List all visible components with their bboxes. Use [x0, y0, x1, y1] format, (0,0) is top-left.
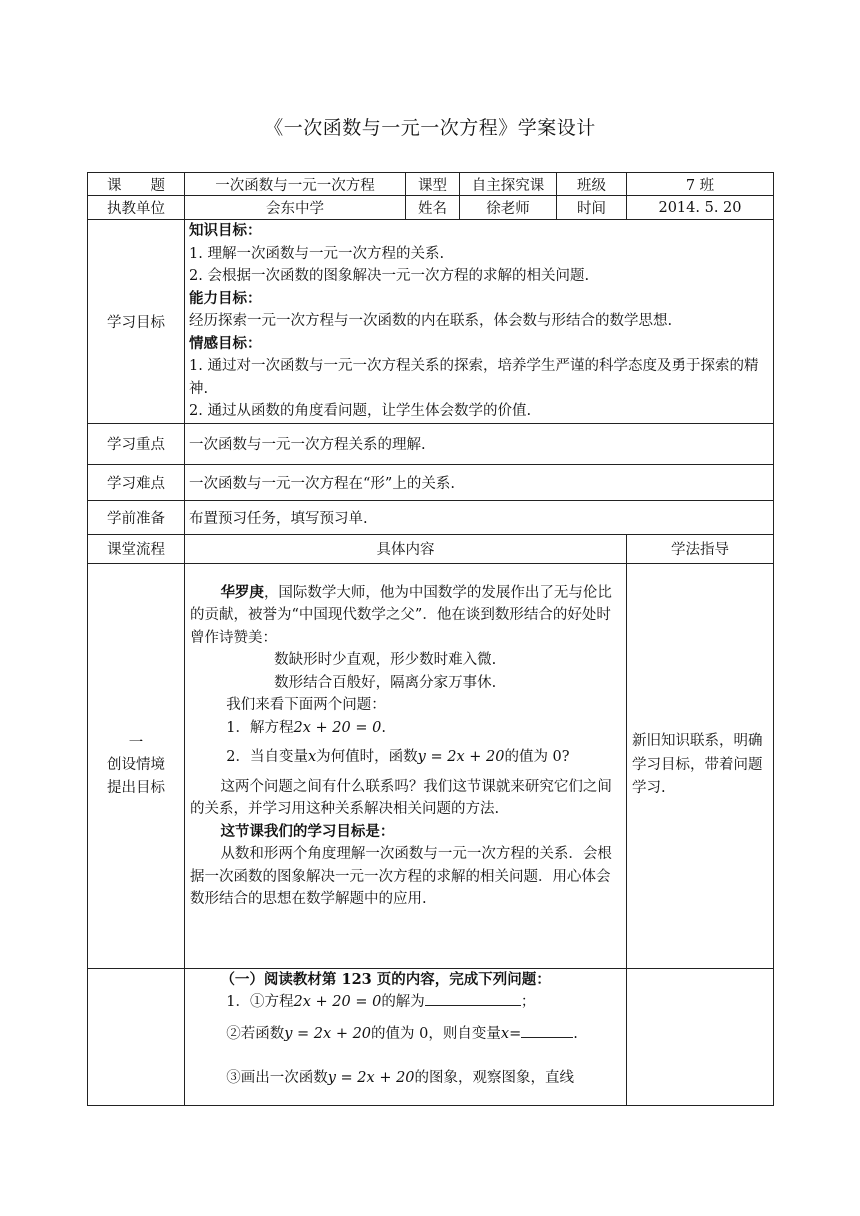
section1-guide: 新旧知识联系，明确学习目标，带着问题学习. — [627, 563, 774, 968]
ability-heading: 能力目标： — [189, 289, 262, 307]
lead-text: 我们来看下面两个问题： — [226, 697, 386, 713]
poem-line-1: 数缺形时少直观，形少数时难入微. — [274, 652, 497, 668]
key-point-row — [88, 423, 774, 464]
value-class: 7 班 — [627, 173, 774, 196]
q1-equation: 2x + 20 = 0 — [293, 719, 382, 736]
section2-guide — [627, 968, 774, 1105]
difficulty-row — [88, 464, 774, 500]
knowledge-item-1: 1. 理解一次函数与一元一次方程的关系. — [189, 245, 445, 262]
section2-row — [88, 968, 774, 1105]
key-point-label: 学习重点 — [88, 423, 185, 464]
question-1: 1．解方程2x + 20 = 0. — [226, 719, 386, 736]
knowledge-item-2: 2. 会根据一次函数的图象解决一元一次方程的求解的相关问题. — [189, 268, 590, 284]
section2-item-1: 1．①方程2x + 20 = 0的解为 ； — [190, 991, 618, 1014]
q2-function: y = 2x + 20 — [417, 749, 505, 765]
emotion-heading: 情感目标： — [189, 334, 262, 352]
flow-header-stage: 课堂流程 — [88, 534, 185, 563]
section1-content — [185, 563, 627, 968]
label-type: 课型 — [406, 173, 460, 196]
intro-paragraph — [190, 582, 618, 650]
preparation-text: 布置预习任务，填写预习单. — [185, 500, 774, 534]
value-date: 2014. 5. 20 — [627, 196, 774, 220]
label-date: 时间 — [557, 196, 627, 220]
knowledge-heading: 知识目标： — [189, 222, 262, 239]
preparation-row — [88, 500, 774, 534]
poem-line-2: 数形结合百般好，隔离分家万事休. — [274, 674, 497, 691]
flow-header-guide: 学法指导 — [627, 534, 774, 563]
label-class: 班级 — [557, 173, 627, 196]
section2-item-3: ③画出一次函数y = 2x + 20的图象，观察图象，直线 — [226, 1070, 575, 1086]
emotion-item-2: 2. 通过从函数的角度看问题，让学生体会数学的价值. — [189, 403, 532, 419]
difficulty-text: 一次函数与一元一次方程在“形”上的关系. — [185, 464, 774, 500]
goal-text: 从数和形两个角度理解一次函数与一元一次方程的关系．会根据一次函数的图象解决一元一次方程的求解的相关问题．用心体会数形结合的思想在数学解题中的应用. — [190, 846, 612, 907]
label-name: 姓名 — [406, 196, 460, 220]
answer-blank-1[interactable] — [425, 991, 521, 1006]
info-row-2 — [88, 196, 774, 220]
lesson-plan-table — [87, 172, 774, 1106]
section1-title-line1: 创设情境 — [107, 757, 165, 774]
flow-header-content: 具体内容 — [185, 534, 627, 563]
section2-content — [185, 968, 627, 1105]
section2-item-2: ②若函数y = 2x + 20的值为 0，则自变量x= . — [190, 1023, 618, 1046]
objectives-row — [88, 220, 774, 424]
goal-heading: 这节课我们的学习目标是： — [220, 822, 395, 840]
question-2: 2．当自变量x为何值时，函数y = 2x + 20的值为 0? — [226, 749, 570, 765]
intro-name: 华罗庚 — [220, 583, 264, 601]
objectives-content — [185, 220, 774, 424]
page-title: 《一次函数与一元一次方程》学案设计 — [264, 117, 596, 139]
flow-header-row — [88, 534, 774, 563]
section2-label — [88, 968, 185, 1105]
connection-paragraph: 这两个问题之间有什么联系吗？我们这节课就来研究它们之间的关系，并学习用这种关系解决相关问题的方法. — [190, 778, 612, 817]
value-school: 会东中学 — [185, 196, 406, 220]
value-type: 自主探究课 — [460, 173, 557, 196]
answer-blank-2[interactable] — [521, 1023, 573, 1038]
section1-number: 一 — [128, 734, 144, 751]
label-topic: 课 题 — [88, 173, 185, 196]
section2-heading: （一）阅读教材第 123 页的内容，完成下列问题： — [220, 970, 551, 988]
section1-title-line2: 提出目标 — [107, 779, 165, 796]
label-school: 执教单位 — [88, 196, 185, 220]
value-topic: 一次函数与一元一次方程 — [185, 173, 406, 196]
value-name: 徐老师 — [460, 196, 557, 220]
info-row-1 — [88, 173, 774, 196]
section1-label — [88, 563, 185, 968]
key-point-text: 一次函数与一元一次方程关系的理解. — [185, 423, 774, 464]
objectives-label: 学习目标 — [88, 220, 185, 424]
intro-text: ，国际数学大师，他为中国数学的发展作出了无与伦比的贡献，被誉为“中国现代数学之父”．他在谈到数形结合的好处时曾作诗赞美： — [190, 584, 612, 646]
preparation-label: 学前准备 — [88, 500, 185, 534]
section1-row — [88, 563, 774, 968]
ability-item-1: 经历探索一元一次方程与一次函数的内在联系，体会数与形结合的数学思想. — [189, 313, 673, 329]
difficulty-label: 学习难点 — [88, 464, 185, 500]
emotion-item-1: 1. 通过对一次函数与一元一次方程关系的探索，培养学生严谨的科学态度及勇于探索的精神. — [189, 358, 759, 397]
